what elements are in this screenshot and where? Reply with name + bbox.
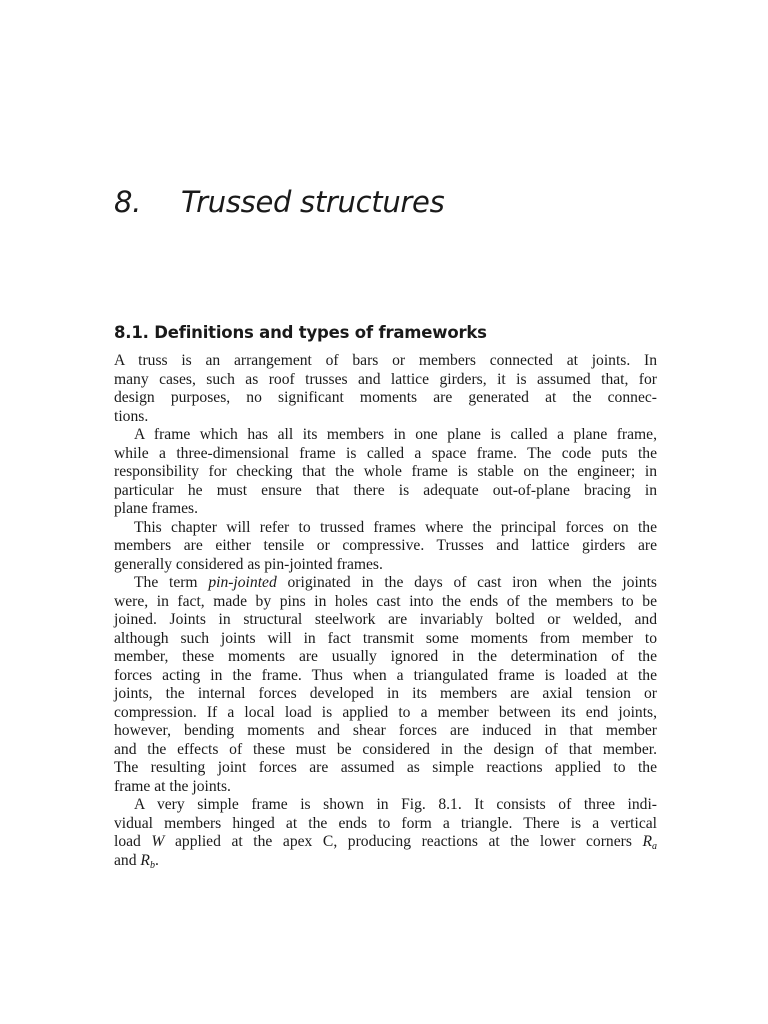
text-line: particular he must ensure that there is adequate out-of-plane bracing in xyxy=(114,481,657,499)
text-line: The resulting joint forces are assumed as simple reactions applied to the xyxy=(114,759,657,776)
text-line: A very simple frame is shown in Fig. 8.1. It consists of three indi- xyxy=(134,796,657,813)
paragraph-trussed-frames xyxy=(114,519,657,575)
text-line: plane frames. xyxy=(114,500,198,517)
text-line: were, in fact, made by pins in holes cast into the ends of the members to be xyxy=(114,592,657,610)
text-line: forces acting in the frame. Thus when a triangulated frame is loaded at the xyxy=(114,666,657,684)
text-line: joints, the internal forces developed in its members are axial tension or xyxy=(114,685,657,702)
text-line: vidual members hinged at the ends to form a triangle. There is a vertical xyxy=(114,814,657,832)
text-line: joined. Joints in structural steelwork are invariably bolted or welded, and xyxy=(114,611,657,628)
text-line: tions. xyxy=(114,407,149,425)
text-run: load xyxy=(114,833,152,850)
text-line: compression. If a local load is applied to a member between its end joints, xyxy=(114,703,657,721)
text-line: A truss is an arrangement of bars or members connected at joints. In xyxy=(114,352,657,369)
text-line: A frame which has all its members in one plane is called a plane frame, xyxy=(134,426,657,443)
body-text xyxy=(114,352,657,870)
text-line: while a three-dimensional frame is called a space frame. The code puts the xyxy=(114,444,657,462)
text-run: originated in the days of cast iron when the joints xyxy=(276,574,657,591)
text-line: many cases, such as roof trusses and lattice girders, it is assumed that, for xyxy=(114,370,657,388)
paragraph-plane-frame xyxy=(114,426,657,519)
text-run: applied at the apex C, producing reactions at the lower corners xyxy=(164,833,643,850)
section-heading: 8.1. Definitions and types of frameworks xyxy=(114,323,487,342)
text-line xyxy=(114,833,657,852)
load-symbol-w: W xyxy=(151,833,165,850)
paragraph-simple-frame xyxy=(114,796,657,870)
text-line: member, these moments are usually ignored in the determination of the xyxy=(114,648,657,665)
text-line: responsibility for checking that the whole frame is stable on the engineer; in xyxy=(114,463,657,480)
text-run: . xyxy=(154,851,159,869)
text-run: The term xyxy=(134,574,209,591)
chapter-number: 8. xyxy=(114,185,142,219)
text-line: although such joints will in fact transmit some moments from member to xyxy=(114,629,657,647)
text-line: and the effects of these must be considered in the design of that member. xyxy=(114,740,657,758)
term-pin-jointed: pin-jointed xyxy=(208,574,277,591)
chapter-title xyxy=(114,180,444,224)
text-line: however, bending moments and shear forces are induced in that member xyxy=(114,722,657,739)
text-line: This chapter will refer to trussed frames where the principal forces on the xyxy=(134,518,657,536)
text-line: generally considered as pin-jointed frames. xyxy=(114,555,383,573)
text-run: and xyxy=(114,851,141,869)
chapter-title-text: Trussed structures xyxy=(181,185,445,219)
paragraph-pin-jointed xyxy=(114,574,657,796)
text-line xyxy=(114,574,657,593)
reaction-symbol-ra: $R_a$ xyxy=(642,833,657,852)
text-line: members are either tensile or compressive. Trusses and lattice girders are xyxy=(114,537,657,554)
text-line: design purposes, no significant moments are generated at the connec- xyxy=(114,389,657,406)
reaction-symbol-rb: $R_b$ xyxy=(140,851,155,871)
paragraph-truss-definition xyxy=(114,352,657,426)
text-line: frame at the joints. xyxy=(114,777,231,795)
text-line xyxy=(114,852,657,871)
